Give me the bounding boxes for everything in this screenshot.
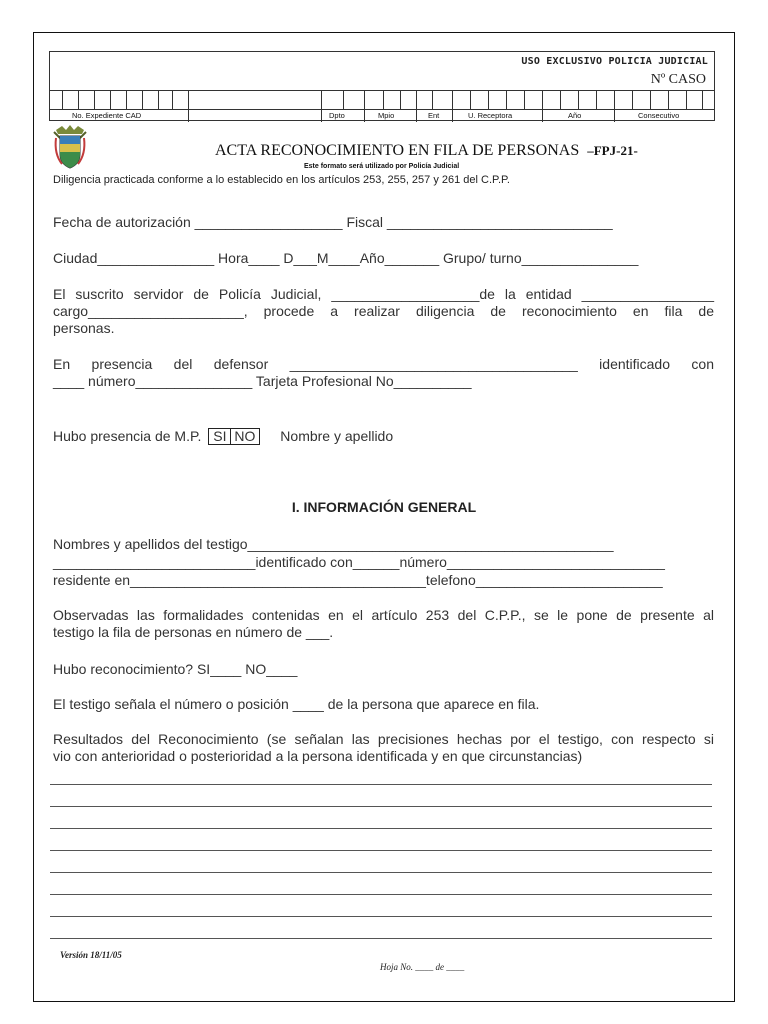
posicion-line[interactable]: El testigo señala el número o posición ____ de la persona que aparece en fila. [53, 696, 540, 712]
observadas-line-1: Observadas las formalidades contenidas en el artículo 253 del C.P.P., se le pone de presente al [53, 607, 714, 623]
suscrito-line-3: personas. [53, 320, 115, 336]
mp-no-label[interactable]: NO [230, 428, 255, 444]
mp-si-box[interactable] [208, 428, 260, 445]
observadas-line-2[interactable]: testigo la fila de personas en número de ___. [53, 624, 334, 640]
mp-presence-row [53, 428, 393, 445]
writing-line[interactable] [50, 828, 712, 829]
writing-line[interactable] [50, 784, 712, 785]
section-heading: I. INFORMACIÓN GENERAL [291, 499, 477, 515]
case-number-label: Nº CASO [650, 72, 706, 87]
defensor-line-1[interactable]: En presencia del defensor _____________________________________ identificado con [53, 356, 714, 372]
mp-si-label: SI [213, 428, 227, 444]
receptora-label: U. Receptora [468, 111, 513, 120]
ent-label: Ent [428, 111, 440, 120]
anio-label: Año [568, 111, 582, 120]
testigo-line-2[interactable]: __________________________identificado con______número____________________________ [53, 554, 665, 570]
page-count-label: Hoja No. ____ de ____ [380, 962, 465, 972]
mp-nombre-label: Nombre y apellido [280, 428, 394, 444]
title-text: ACTA RECONOCIMIENTO EN FILA DE PERSONAS [215, 142, 580, 159]
consecutivo-label: Consecutivo [638, 111, 680, 120]
fecha-line[interactable]: Fecha de autorización ___________________ Fiscal _____________________________ [53, 214, 613, 230]
mp-label: Hubo presencia de M.P. [53, 428, 202, 444]
form-code: –FPJ-21- [587, 143, 638, 158]
resultados-line-1: Resultados del Reconocimiento (se señalan las precisiones hechas por el testigo, con respecto si [53, 731, 714, 747]
writing-line[interactable] [50, 806, 712, 807]
writing-line[interactable] [50, 916, 712, 917]
resultados-line-2: vio con anterioridad o posterioridad a la persona identificada y en que circunstancias) [53, 748, 583, 764]
testigo-line-3[interactable]: residente en______________________________________telefono________________________ [53, 572, 663, 588]
writing-line[interactable] [50, 850, 712, 851]
coat-of-arms-icon [52, 124, 88, 170]
suscrito-line-2[interactable]: cargo____________________, procede a realizar diligencia de reconocimiento en fila de [53, 303, 714, 319]
ciudad-line[interactable]: Ciudad_______________ Hora____ D___M____Año_______ Grupo/ turno_______________ [53, 250, 639, 266]
dpto-label: Dpto [329, 111, 345, 120]
expediente-label: No. Expediente CAD [72, 111, 142, 120]
suscrito-line-1[interactable]: El suscrito servidor de Policía Judicial, ___________________de la entidad _________________ [53, 286, 714, 302]
form-title [215, 142, 638, 160]
reconocimiento-line[interactable]: Hubo reconocimiento? SI____ NO____ [53, 661, 298, 677]
mpio-label: Mpio [378, 111, 395, 120]
defensor-line-2[interactable]: ____ número_______________ Tarjeta Profesional No__________ [53, 373, 472, 389]
testigo-line-1[interactable]: Nombres y apellidos del testigo_______________________________________________ [53, 536, 614, 552]
version-label: Versión 18/11/05 [60, 950, 122, 960]
writing-line[interactable] [50, 938, 712, 939]
exclusive-use-label: USO EXCLUSIVO POLICIA JUDICIAL [521, 56, 708, 67]
writing-line[interactable] [50, 894, 712, 895]
legal-note: Diligencia practicada conforme a lo establecido en los artículos 253, 255, 257 y 261 del C.P.P. [53, 174, 510, 186]
header-box [49, 51, 715, 121]
form-subtitle: Este formato será utilizado por Policía Judicial [304, 163, 460, 170]
writing-line[interactable] [50, 872, 712, 873]
